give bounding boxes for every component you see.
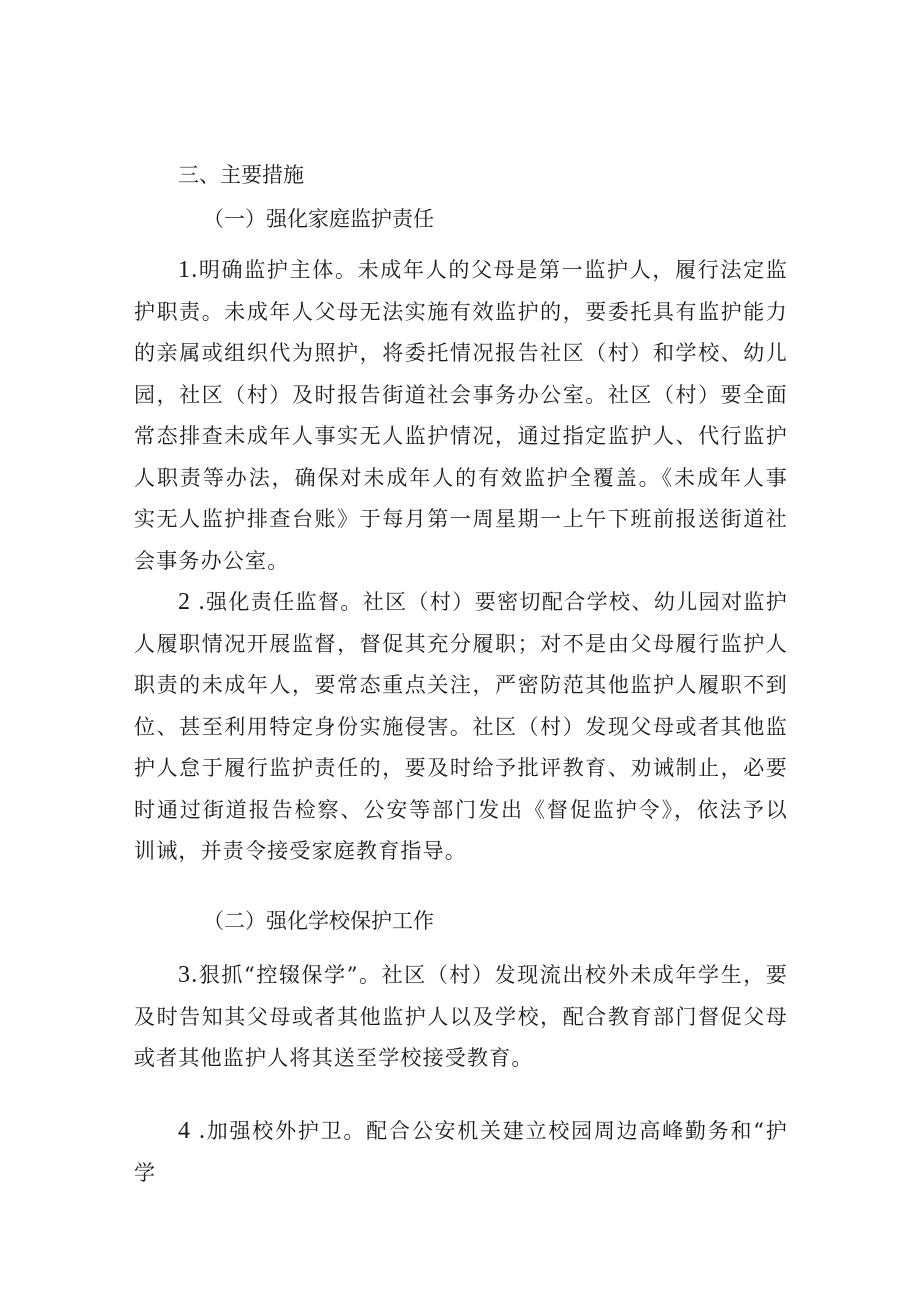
paragraph-number: 2 . (178, 589, 206, 615)
paragraph-4 (134, 1111, 788, 1194)
section-heading: 三、主要措施 (178, 163, 304, 187)
paragraph-2 (134, 582, 788, 873)
paragraph-3 (134, 955, 788, 1080)
paragraph-number: 4 . (178, 1118, 207, 1144)
subsection-heading-family: （一）强化家庭监护责任 (203, 207, 434, 231)
paragraph-text: 狠抓“控辍保学”。社区（村）发现流出校外未成年学生，要及时告知其父母或者其他监护人以及学校，配合教育部门督促父母或者其他监护人将其送至学校接受教育。 (134, 963, 788, 1070)
paragraph-1 (134, 250, 788, 582)
subsection-heading-school: （二）强化学校保护工作 (203, 909, 434, 933)
paragraph-text: 强化责任监督。社区（村）要密切配合学校、幼儿园对监护人履职情况开展监督，督促其充分履职；对不是由父母履行监护人职责的未成年人，要常态重点关注，严密防范其他监护人履职不到位、甚至利用特定身份实施侵害。社区（村）发现父母或者其他监护人怠于履行监护责任的，要及时给予批评教育、劝诫制止，必要时通过街道报告检察、公安等部门发出《督促监护令》，依法予以训诫，并责令接受家庭教育指导。 (134, 590, 788, 863)
paragraph-text: 明确监护主体。未成年人的父母是第一监护人，履行法定监护职责。未成年人父母无法实施有效监护的，要委托具有监护能力的亲属或组织代为照护，将委托情况报告社区（村）和学校、幼儿园，社区（村）及时报告街道社会事务办公室。社区（村）要全面常态排查未成年人事实无人监护情况，通过指定监护人、代行监护人职责等办法，确保对未成年人的有效监护全覆盖。《未成年人事实无人监护排查台账》于每月第一周星期一上午下班前报送街道社会事务办公室。 (134, 258, 788, 573)
paragraph-text: 加强校外护卫。配合公安机关建立校园周边高峰勤务和“护学 (134, 1119, 789, 1185)
paragraph-number: 3. (178, 962, 199, 988)
paragraph-number: 1. (178, 257, 199, 283)
